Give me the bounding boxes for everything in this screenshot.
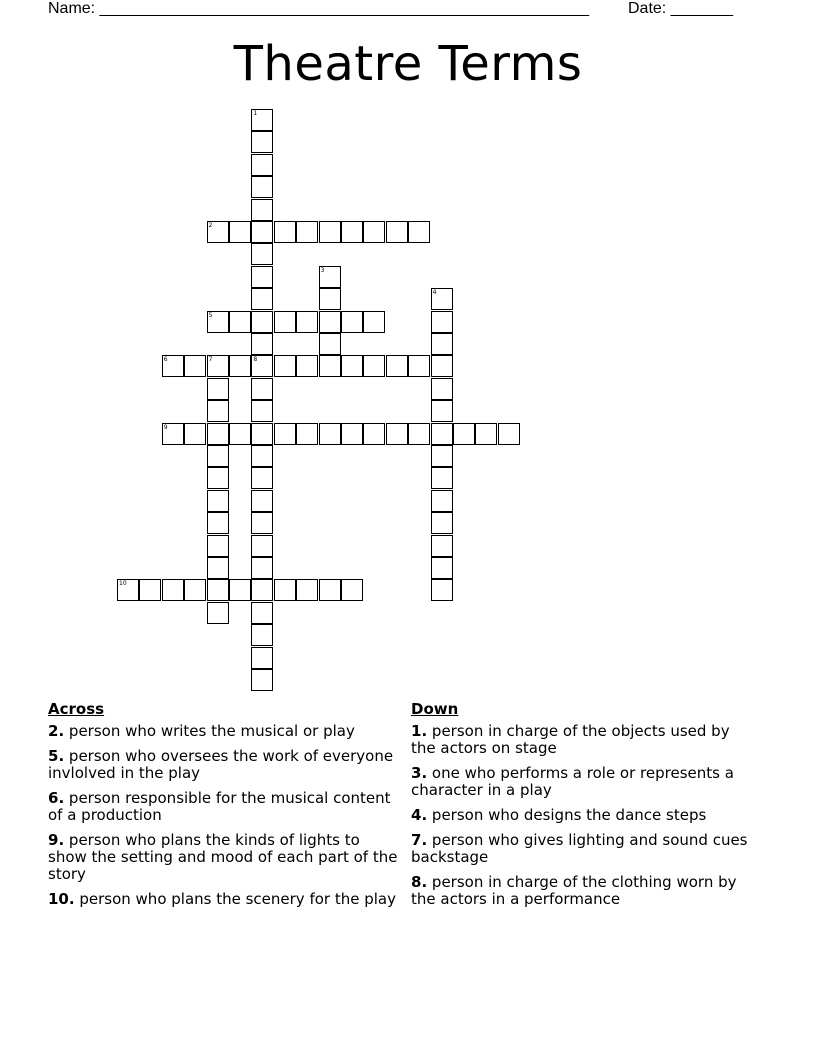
crossword-cell[interactable] [251,557,273,579]
crossword-cell[interactable] [251,624,273,646]
crossword-cell[interactable] [251,221,273,243]
crossword-cell[interactable] [117,579,139,601]
crossword-cell[interactable] [207,221,229,243]
crossword-cell[interactable] [139,579,161,601]
crossword-cell[interactable] [162,579,184,601]
crossword-cell[interactable] [431,579,453,601]
crossword-cell[interactable] [251,131,273,153]
crossword-cell[interactable] [229,423,251,445]
down-heading: Down [411,700,459,718]
crossword-cell[interactable] [229,355,251,377]
crossword-cell[interactable] [251,199,273,221]
crossword-cell[interactable] [251,602,273,624]
clue-number: 3 [411,764,422,782]
crossword-cell[interactable] [251,445,273,467]
crossword-cell[interactable] [431,490,453,512]
crossword-cell[interactable] [363,311,385,333]
crossword-cell[interactable] [319,333,341,355]
crossword-cell[interactable] [296,355,318,377]
down-clues [411,700,751,916]
crossword-cell[interactable] [207,602,229,624]
clue-text: person who plans the kinds of lights to show the setting and mood of each part of the story [48,831,398,883]
crossword-cell[interactable] [274,311,296,333]
down-clue: 7. person who gives lighting and sound cues backstage [411,831,748,866]
crossword-cell[interactable] [431,557,453,579]
crossword-cell[interactable] [162,423,184,445]
clue-number: 7 [411,831,422,849]
crossword-cell[interactable] [207,423,229,445]
crossword-cell[interactable] [207,535,229,557]
crossword-cell[interactable] [184,355,206,377]
crossword-cell[interactable] [207,512,229,534]
crossword-cell[interactable] [274,221,296,243]
crossword-cell[interactable] [251,423,273,445]
clue-number: 4 [411,806,422,824]
cell-number: 6 [163,356,168,364]
crossword-cell[interactable] [341,423,363,445]
clue-text: person in charge of the objects used by the actors on stage [411,722,730,757]
crossword-cell[interactable] [431,288,453,310]
crossword-cell[interactable] [319,221,341,243]
across-clue: 9. person who plans the kinds of lights to show the setting and mood of each part of the story [48,831,398,883]
crossword-cell[interactable] [431,333,453,355]
crossword-cell[interactable] [251,288,273,310]
across-clue: 10. person who plans the scenery for the play [48,890,396,908]
clue-number: 2 [48,722,59,740]
crossword-cell[interactable] [431,445,453,467]
crossword-cell[interactable] [319,423,341,445]
crossword-cell[interactable] [431,400,453,422]
crossword-cell[interactable] [453,423,475,445]
clue-text: person who designs the dance steps [431,806,707,824]
crossword-cell[interactable] [408,221,430,243]
crossword-cell[interactable] [431,512,453,534]
crossword-cell[interactable] [408,423,430,445]
crossword-cell[interactable] [251,266,273,288]
crossword-cell[interactable] [251,512,273,534]
crossword-cell[interactable] [363,355,385,377]
crossword-cell[interactable] [341,311,363,333]
crossword-cell[interactable] [341,579,363,601]
down-clue: 4. person who designs the dance steps [411,806,707,824]
crossword-cell[interactable] [475,423,497,445]
crossword-cell[interactable] [251,154,273,176]
crossword-cell[interactable] [251,400,273,422]
crossword-cell[interactable] [207,557,229,579]
clue-number: 6 [48,789,59,807]
crossword-cell[interactable] [251,355,273,377]
crossword-cell[interactable] [296,221,318,243]
crossword-cell[interactable] [207,445,229,467]
down-clue: 8. person in charge of the clothing worn by the actors in a performance [411,873,737,908]
cell-number: 10 [119,580,127,588]
crossword-cell[interactable] [251,176,273,198]
crossword-cell[interactable] [207,378,229,400]
crossword-cell[interactable] [184,579,206,601]
crossword-cell[interactable] [162,355,184,377]
crossword-cell[interactable] [363,221,385,243]
across-clue: 5. person who oversees the work of everyone invlolved in the play [48,747,394,782]
crossword-cell[interactable] [319,579,341,601]
clue-number: 10 [48,890,69,908]
crossword-cell[interactable] [251,467,273,489]
crossword-cell[interactable] [319,266,341,288]
clue-number: 8 [411,873,422,891]
cell-number: 7 [208,356,213,364]
crossword-cell[interactable] [296,423,318,445]
clue-number: 1 [411,722,422,740]
clue-number: 9 [48,831,59,849]
down-clue: 1. person in charge of the objects used by the actors on stage [411,722,730,757]
crossword-cell[interactable] [319,311,341,333]
crossword-cell[interactable] [319,355,341,377]
crossword-cell[interactable] [207,355,229,377]
crossword-cell[interactable] [431,467,453,489]
crossword-cell[interactable] [431,378,453,400]
crossword-cell[interactable] [184,423,206,445]
crossword-cell[interactable] [296,311,318,333]
crossword-cell[interactable] [251,333,273,355]
crossword-cell[interactable] [251,378,273,400]
crossword-cell[interactable] [408,355,430,377]
date-field-label: Date: _______ [628,0,733,17]
crossword-cell[interactable] [296,579,318,601]
crossword-cell[interactable] [341,221,363,243]
crossword-cell[interactable] [251,579,273,601]
cell-number: 2 [208,222,213,229]
crossword-cell[interactable] [251,109,273,131]
down-clue: 3. one who performs a role or represents a character in a play [411,764,734,799]
crossword-cell[interactable] [207,467,229,489]
cell-number: 4 [432,289,437,297]
crossword-cell[interactable] [341,355,363,377]
crossword-cell[interactable] [251,647,273,669]
crossword-cell[interactable] [251,535,273,557]
clue-text: person responsible for the musical content of a production [48,789,391,824]
crossword-cell[interactable] [498,423,520,445]
cell-number: 8 [253,356,258,364]
clue-text: one who performs a role or represents a character in a play [411,764,734,799]
clue-text: person in charge of the clothing worn by the actors in a performance [411,873,737,908]
crossword-cell[interactable] [251,311,273,333]
crossword-cell[interactable] [386,355,408,377]
crossword-cell[interactable] [363,423,385,445]
cell-number: 3 [320,266,325,274]
across-heading: Across [48,700,105,718]
crossword-cell[interactable] [274,579,296,601]
page-title: Theatre Terms [233,36,583,92]
crossword-cell[interactable] [251,490,273,512]
clue-number: 5 [48,747,59,765]
clue-text: person who gives lighting and sound cues backstage [411,831,748,866]
crossword-cell[interactable] [229,221,251,243]
crossword-cell[interactable] [386,423,408,445]
crossword-cell[interactable] [431,311,453,333]
across-clue: 6. person responsible for the musical content of a production [48,789,391,824]
crossword-cell[interactable] [251,243,273,265]
clue-text: person who writes the musical or play [68,722,355,740]
cell-number: 9 [163,423,168,431]
crossword-cell[interactable] [431,355,453,377]
crossword-cell[interactable] [386,221,408,243]
crossword-cell[interactable] [274,423,296,445]
across-clues [48,700,398,916]
crossword-cell[interactable] [431,535,453,557]
crossword-cell[interactable] [229,579,251,601]
crossword-cell[interactable] [274,355,296,377]
crossword-cell[interactable] [319,288,341,310]
crossword-cell[interactable] [207,490,229,512]
clue-text: person who plans the scenery for the play [79,890,396,908]
across-clue: 2. person who writes the musical or play [48,722,355,740]
cell-number: 5 [208,311,213,319]
name-field-label: Name: _______________________________________________________ [48,0,589,17]
crossword-cell[interactable] [207,400,229,422]
clue-text: person who oversees the work of everyone invlolved in the play [48,747,394,782]
cell-number: 1 [253,110,258,117]
crossword-cell[interactable] [207,579,229,601]
crossword-cell[interactable] [229,311,251,333]
crossword-cell[interactable] [251,669,273,691]
crossword-cell[interactable] [431,423,453,445]
crossword-cell[interactable] [207,311,229,333]
